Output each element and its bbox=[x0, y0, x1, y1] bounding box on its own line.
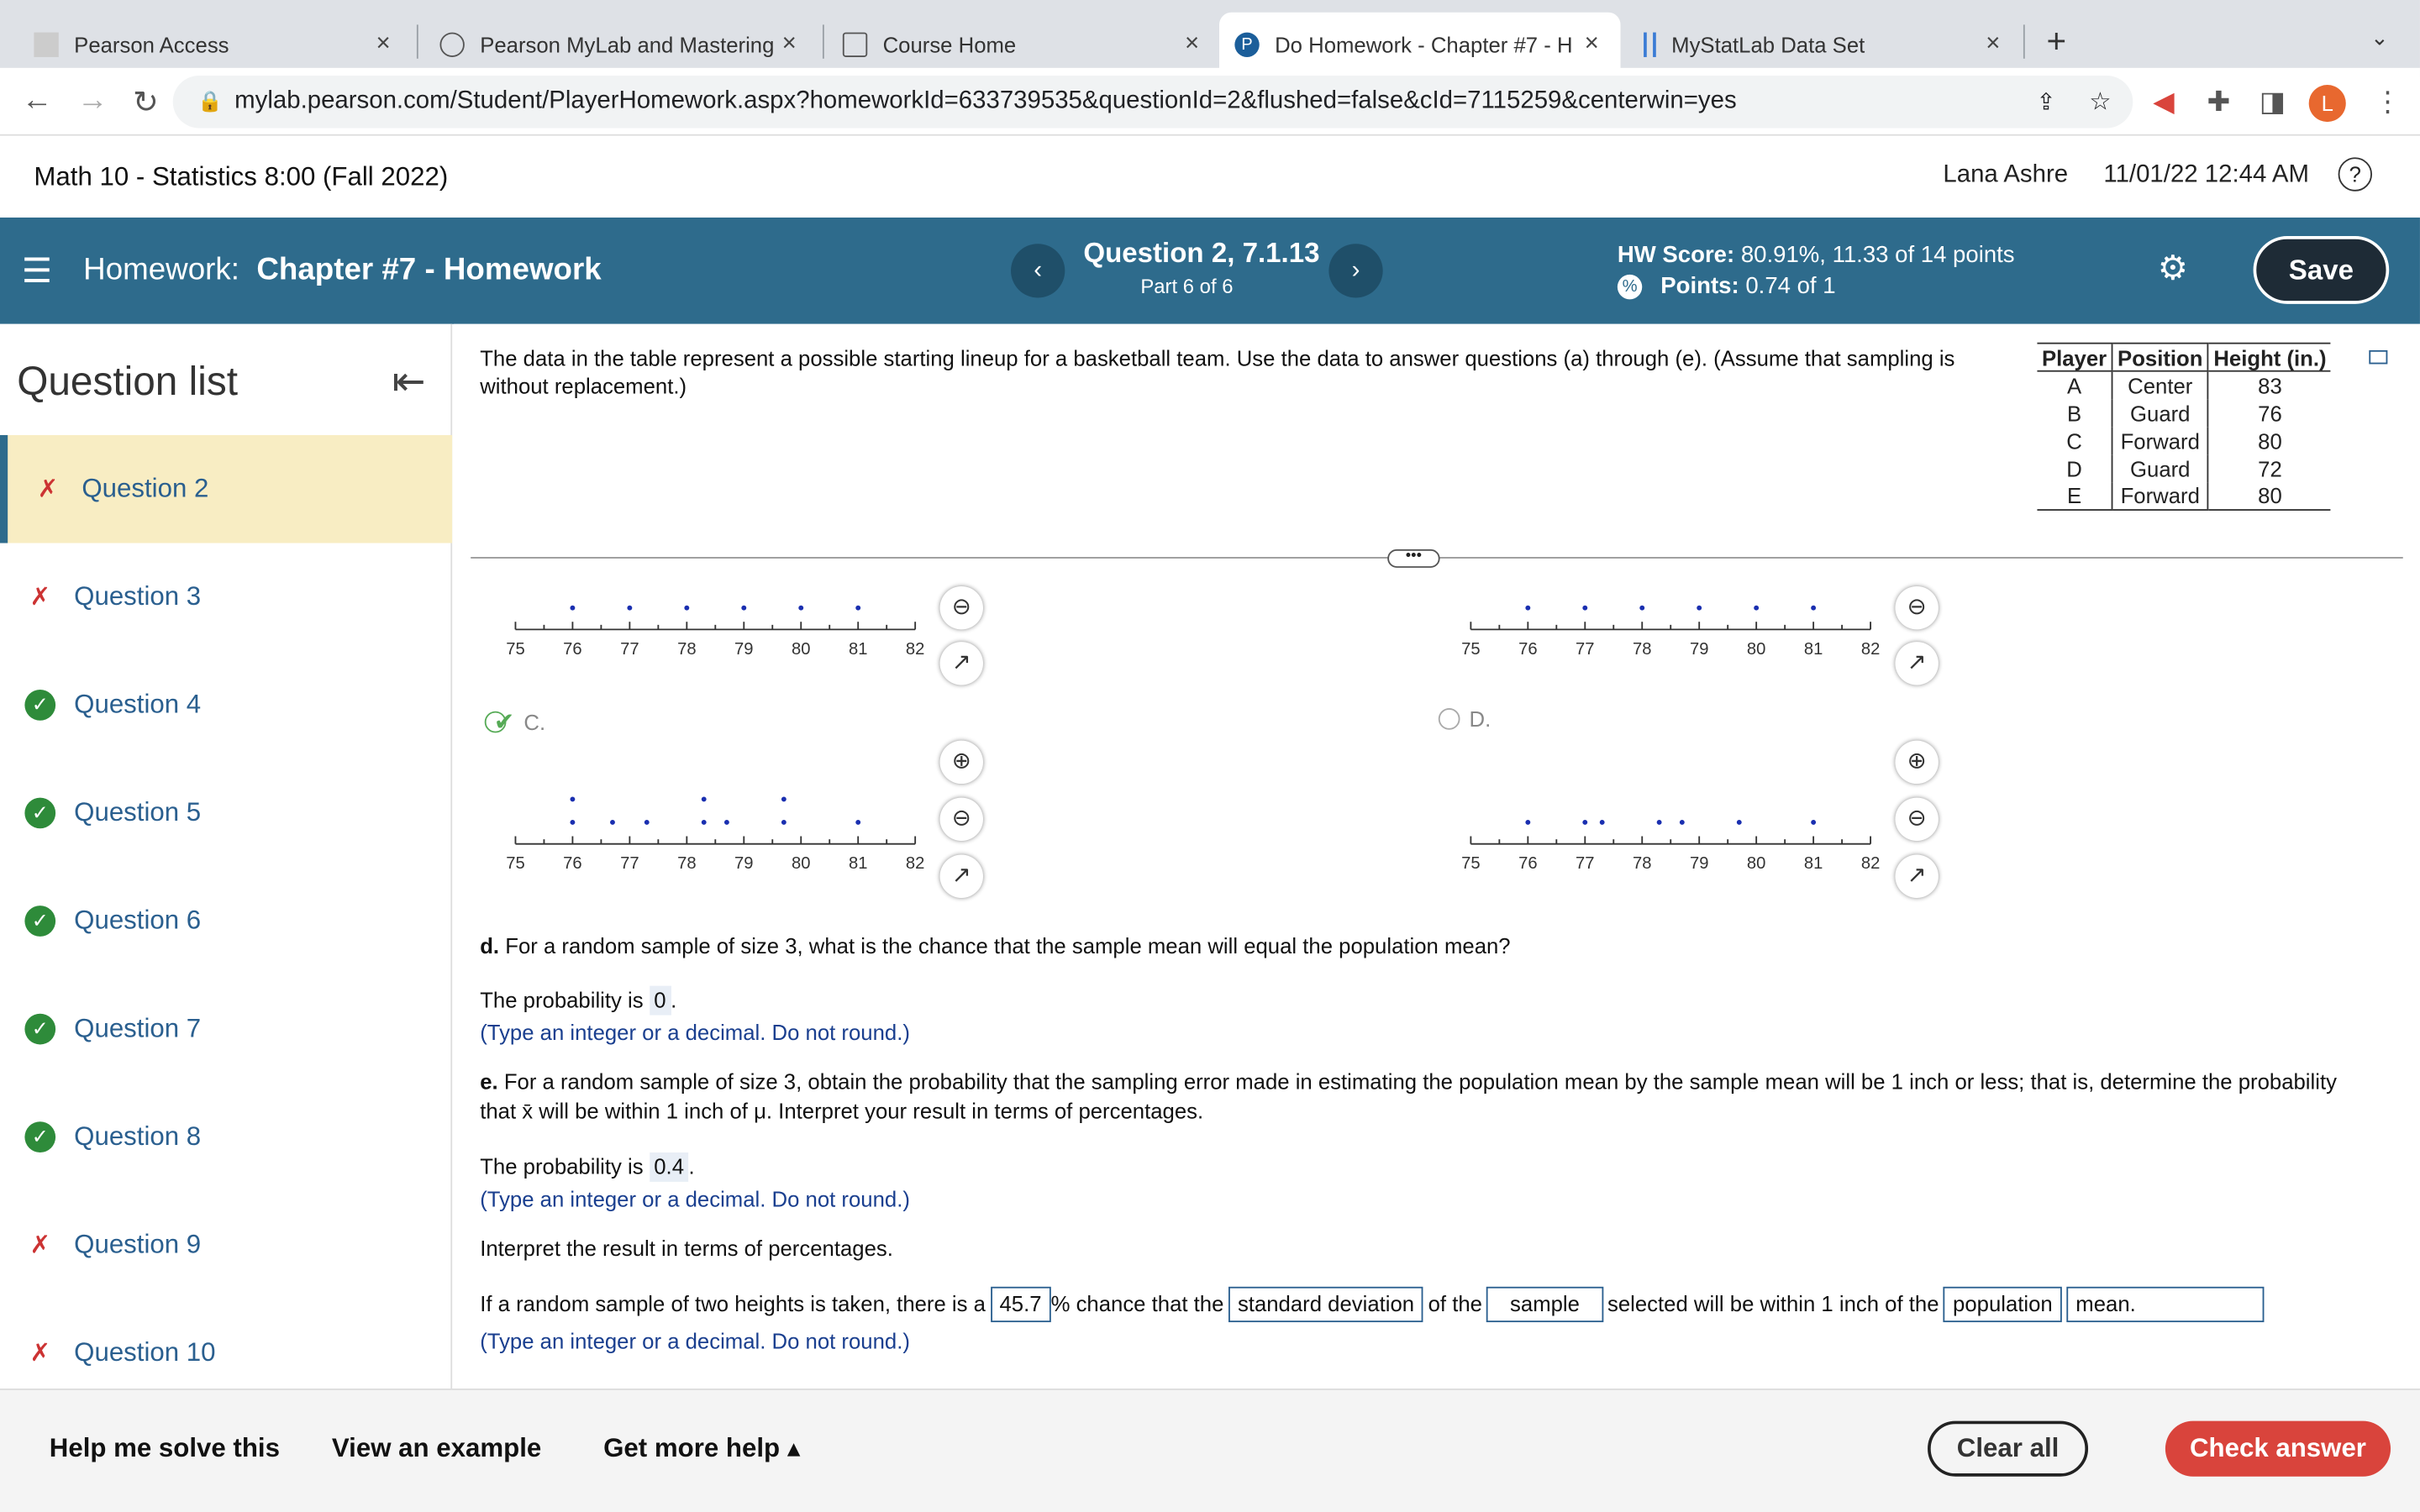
tick-label: 79 bbox=[1689, 639, 1709, 659]
table-row bbox=[2037, 399, 2331, 427]
option-d-radio[interactable]: D. bbox=[1439, 706, 1491, 731]
data-point bbox=[1754, 606, 1759, 611]
tick-label: 76 bbox=[1518, 854, 1538, 874]
close-icon[interactable]: × bbox=[781, 30, 797, 57]
data-point bbox=[781, 820, 786, 825]
zoom-out-icon[interactable]: ⊖ bbox=[940, 586, 983, 629]
data-point bbox=[1737, 820, 1742, 825]
dotplot-option-b bbox=[500, 586, 948, 679]
data-point bbox=[702, 796, 707, 801]
table-row bbox=[2037, 482, 2331, 510]
tab-title: MyStatLab Data Set bbox=[1671, 32, 1865, 57]
book-icon bbox=[843, 33, 867, 57]
table-cell: D bbox=[2066, 455, 2082, 481]
data-point bbox=[1639, 606, 1644, 611]
correct-check-icon: ✓ bbox=[24, 906, 57, 937]
tick-label: 81 bbox=[848, 639, 868, 659]
data-point bbox=[1525, 820, 1530, 825]
tick-label: 78 bbox=[677, 639, 697, 659]
data-point bbox=[855, 820, 860, 825]
correct-check-icon: ✓ bbox=[24, 690, 57, 721]
menu-icon[interactable]: ☰ bbox=[21, 251, 52, 291]
homework-title: Homework: Chapter #7 - Homework bbox=[83, 253, 602, 287]
tick-label: 78 bbox=[1633, 854, 1652, 874]
part-d-hint: (Type an integer or a decimal. Do not round.) bbox=[480, 1020, 910, 1045]
sidebar-item-question[interactable] bbox=[0, 759, 452, 868]
population-select[interactable]: population bbox=[1944, 1287, 2062, 1322]
tick-label: 80 bbox=[792, 639, 811, 659]
tick-label: 82 bbox=[905, 854, 925, 874]
tab-title: Pearson Access bbox=[74, 32, 229, 57]
sidebar-item-label: Question 9 bbox=[74, 1229, 202, 1259]
data-point bbox=[1582, 820, 1587, 825]
data-point bbox=[1697, 606, 1702, 611]
partial-credit-icon: ✗ bbox=[29, 585, 51, 612]
dotplot-option-b2 bbox=[1455, 586, 1903, 679]
data-point bbox=[702, 820, 707, 825]
back-arrow-icon[interactable]: ← bbox=[21, 83, 53, 118]
puzzle-icon[interactable]: ✚ bbox=[2207, 86, 2231, 118]
sidebar-item-question[interactable] bbox=[0, 867, 452, 975]
data-point bbox=[644, 820, 650, 825]
zoom-out-icon[interactable]: ⊖ bbox=[1895, 798, 1938, 841]
tick-label: 78 bbox=[1633, 639, 1652, 659]
table-cell: 76 bbox=[2208, 399, 2331, 427]
question-title: Question 2, 7.1.13 bbox=[1083, 237, 1320, 269]
resize-handle[interactable]: ••• bbox=[1387, 549, 1439, 568]
course-title: Math 10 - Statistics 8:00 (Fall 2022) bbox=[34, 161, 449, 192]
partial-credit-icon: ✗ bbox=[29, 1341, 51, 1368]
table-header: Player bbox=[2037, 344, 2112, 371]
table-header: Position bbox=[2112, 344, 2208, 371]
tick-label: 76 bbox=[1518, 639, 1538, 659]
data-point bbox=[741, 606, 746, 611]
table-header: Height (in.) bbox=[2208, 344, 2331, 371]
sidebar-item-label: Question 7 bbox=[74, 1013, 202, 1043]
data-point bbox=[570, 820, 575, 825]
data-point bbox=[855, 606, 860, 611]
chevron-down-icon[interactable]: ⌄ bbox=[2370, 24, 2389, 50]
data-point bbox=[1811, 820, 1816, 825]
correct-check-icon: ✓ bbox=[24, 1121, 57, 1152]
data-point bbox=[1680, 820, 1685, 825]
sidebar-item-label: Question 5 bbox=[74, 797, 202, 827]
question-list-panel bbox=[0, 324, 452, 1389]
part-e-hint-2: (Type an integer or a decimal. Do not round.) bbox=[480, 1328, 910, 1353]
zoom-out-icon[interactable]: ⊖ bbox=[940, 798, 983, 841]
data-point bbox=[1600, 820, 1605, 825]
avatar[interactable]: L bbox=[2309, 85, 2346, 122]
sidebar-item-question[interactable] bbox=[0, 651, 452, 759]
table-cell: Forward bbox=[2112, 482, 2208, 510]
external-link-icon[interactable]: ↗ bbox=[940, 642, 983, 685]
table-cell: Guard bbox=[2112, 454, 2208, 482]
problem-intro: The data in the table represent a possible starting lineup for a basketball team. Use the data to answer questions (a) through (e). (Assume that sampling is without replacement.) bbox=[480, 345, 1955, 398]
tick-label: 76 bbox=[563, 854, 582, 874]
sidebar-item-label: Question 6 bbox=[74, 906, 202, 936]
external-link-icon[interactable]: ↗ bbox=[1895, 642, 1938, 685]
part-d-answer[interactable]: 0 bbox=[650, 986, 671, 1016]
question-list-heading: Question list bbox=[17, 358, 238, 405]
more-vert-icon[interactable]: ⋮ bbox=[2373, 86, 2402, 118]
partial-credit-icon: ✗ bbox=[37, 476, 59, 503]
share-icon[interactable]: ⇪ bbox=[2036, 89, 2056, 116]
check-answer-button[interactable]: Check answer bbox=[2165, 1421, 2391, 1477]
sidebar-item-label: Question 4 bbox=[74, 690, 202, 719]
data-point bbox=[1582, 606, 1587, 611]
sidebar-item-question[interactable] bbox=[0, 543, 452, 652]
table-cell: A bbox=[2066, 373, 2082, 398]
external-link-icon[interactable]: ↗ bbox=[1895, 855, 1938, 898]
table-row bbox=[2037, 454, 2331, 482]
table-cell: 72 bbox=[2208, 454, 2331, 482]
close-icon[interactable]: × bbox=[1584, 30, 1599, 57]
url-text: mylab.pearson.com/Student/PlayerHomework.aspx?homeworkId=633739535&questionId=2&flushed=false&cId=7115259&centerwin=yes bbox=[234, 87, 1737, 114]
tick-label: 77 bbox=[620, 639, 639, 659]
sample-select[interactable]: sample bbox=[1486, 1287, 1602, 1322]
data-point bbox=[570, 606, 575, 611]
footer-bar bbox=[0, 1389, 2420, 1512]
radio-icon bbox=[1439, 708, 1460, 730]
close-icon[interactable]: × bbox=[376, 30, 391, 57]
zoom-out-icon[interactable]: ⊖ bbox=[1895, 586, 1938, 629]
part-e-question: e. For a random sample of size 3, obtain the probability that the sampling error made in estimating the population mean by the sample mean will be 1 inch or less; that is, determine the probability that x̄ will be within 1 inch of μ. Interpret your result in terms of percentages. bbox=[480, 1068, 2337, 1124]
sidebar-item-question[interactable] bbox=[0, 435, 452, 543]
view-example-button[interactable]: View an example bbox=[331, 1433, 542, 1463]
table-cell: 80 bbox=[2208, 427, 2331, 454]
megaphone-icon[interactable]: ◀ bbox=[2153, 86, 2175, 118]
prev-question-button[interactable]: ‹ bbox=[1011, 244, 1065, 297]
tick-label: 77 bbox=[1576, 854, 1595, 874]
help-icon[interactable]: ? bbox=[2338, 157, 2372, 191]
tick-label: 81 bbox=[1803, 639, 1823, 659]
sidebar-item-label: Question 2 bbox=[82, 473, 209, 503]
data-point bbox=[627, 606, 632, 611]
url-field[interactable] bbox=[173, 76, 2133, 128]
hw-score: HW Score: 80.91%, 11.33 of 14 points bbox=[1617, 242, 2015, 269]
percent-input[interactable]: 45.7 bbox=[990, 1287, 1050, 1322]
collapse-panel-icon[interactable]: ⇤ bbox=[392, 358, 426, 405]
dotplot-option-d bbox=[1455, 787, 1903, 887]
close-icon[interactable]: × bbox=[1184, 30, 1200, 57]
globe-icon bbox=[439, 33, 464, 57]
sidebar-item-question[interactable] bbox=[0, 1083, 452, 1191]
tick-label: 82 bbox=[1860, 639, 1881, 659]
table-row bbox=[2037, 427, 2331, 454]
sidebar-item-label: Question 10 bbox=[74, 1337, 216, 1368]
table-cell: 80 bbox=[2208, 482, 2331, 510]
tick-label: 82 bbox=[905, 639, 925, 659]
zoom-in-icon[interactable]: ⊕ bbox=[940, 741, 983, 784]
question-content bbox=[454, 324, 2420, 1389]
reload-icon[interactable]: ↻ bbox=[132, 86, 159, 121]
data-point bbox=[610, 820, 615, 825]
course-header bbox=[0, 137, 2420, 218]
pearson-favicon-icon bbox=[34, 33, 58, 57]
bars-icon bbox=[1644, 33, 1656, 57]
tab-title: Do Homework - Chapter #7 - H bbox=[1275, 32, 1573, 57]
partial-credit-icon: % bbox=[1618, 274, 1642, 298]
lock-icon: 🔒 bbox=[197, 89, 223, 113]
zoom-in-icon[interactable]: ⊕ bbox=[1895, 741, 1938, 784]
close-icon[interactable]: × bbox=[1986, 30, 2001, 57]
expand-table-icon[interactable] bbox=[2369, 350, 2387, 365]
tick-label: 80 bbox=[1746, 854, 1766, 874]
sidebar-item-question[interactable] bbox=[0, 1191, 452, 1299]
dotplot-option-c bbox=[500, 787, 948, 887]
interpret-sentence: If a random sample of two heights is taken, there is a 45.7 % chance that the standard deviation of the sample selected will be within 1 inch of the population mean. bbox=[480, 1287, 2269, 1322]
browser-tab-bar bbox=[0, 0, 2420, 77]
tick-label: 78 bbox=[677, 854, 697, 874]
tick-label: 79 bbox=[734, 639, 754, 659]
tick-label: 79 bbox=[1689, 854, 1709, 874]
tick-label: 80 bbox=[792, 854, 811, 874]
data-point bbox=[724, 820, 729, 825]
data-point bbox=[570, 796, 575, 801]
sidebar-item-label: Question 8 bbox=[74, 1121, 202, 1152]
user-name: Lana Ashre bbox=[1943, 161, 2069, 189]
statistic-select[interactable]: standard deviation bbox=[1228, 1287, 1423, 1322]
tab-title: Course Home bbox=[882, 32, 1017, 57]
data-point bbox=[1525, 606, 1530, 611]
tick-label: 81 bbox=[1803, 854, 1823, 874]
forward-arrow-icon[interactable]: → bbox=[76, 83, 108, 118]
correct-check-icon: ✓ bbox=[24, 1014, 57, 1045]
tick-label: 81 bbox=[848, 854, 868, 874]
partial-credit-icon: ✗ bbox=[29, 1232, 51, 1259]
tick-label: 79 bbox=[734, 854, 754, 874]
data-point bbox=[1811, 606, 1816, 611]
gear-icon[interactable]: ⚙ bbox=[2157, 248, 2188, 287]
tick-label: 75 bbox=[1461, 854, 1481, 874]
data-table bbox=[2037, 343, 2331, 511]
homework-bar bbox=[0, 218, 2420, 324]
pearson-p-icon: P bbox=[1234, 33, 1259, 57]
clear-all-button[interactable]: Clear all bbox=[1928, 1421, 2088, 1477]
sidepanel-icon[interactable]: ◨ bbox=[2259, 86, 2286, 118]
tick-label: 80 bbox=[1746, 639, 1766, 659]
points: % Points: 0.74 of 1 bbox=[1618, 273, 1836, 299]
table-cell: Guard bbox=[2112, 399, 2208, 427]
parameter-select[interactable]: mean. bbox=[2066, 1287, 2264, 1322]
save-button[interactable]: Save bbox=[2254, 236, 2390, 304]
option-c-radio[interactable]: ✔ C. bbox=[485, 706, 545, 738]
new-tab-button[interactable]: + bbox=[2046, 21, 2067, 60]
part-e-answer[interactable]: 0.4 bbox=[650, 1152, 689, 1182]
sidebar-item-label: Question 3 bbox=[74, 581, 202, 612]
table-cell: Forward bbox=[2112, 427, 2208, 454]
tick-label: 75 bbox=[1461, 639, 1481, 659]
address-bar bbox=[0, 68, 2420, 136]
tick-label: 77 bbox=[1576, 639, 1595, 659]
data-point bbox=[798, 606, 803, 611]
datetime: 11/01/22 12:44 AM bbox=[2103, 161, 2309, 189]
tick-label: 75 bbox=[506, 639, 525, 659]
tick-label: 75 bbox=[506, 854, 525, 874]
table-cell: E bbox=[2037, 482, 2112, 510]
part-d-question: d. For a random sample of size 3, what is the chance that the sample mean will equal the population mean? bbox=[480, 933, 1511, 958]
part-d-answer-line: The probability is 0 . bbox=[480, 986, 676, 1016]
data-point bbox=[684, 606, 689, 611]
sidebar-item-question[interactable] bbox=[0, 975, 452, 1084]
help-me-solve-button[interactable]: Help me solve this bbox=[49, 1433, 280, 1463]
tick-label: 77 bbox=[620, 854, 639, 874]
part-e-hint: (Type an integer or a decimal. Do not round.) bbox=[480, 1186, 910, 1211]
table-cell: Center bbox=[2112, 371, 2208, 399]
table-cell: 83 bbox=[2208, 371, 2331, 399]
data-point bbox=[1657, 820, 1662, 825]
next-question-button[interactable]: › bbox=[1328, 244, 1382, 297]
data-point bbox=[781, 796, 786, 801]
correct-check-icon: ✓ bbox=[24, 798, 57, 829]
part-e-answer-line: The probability is 0.4 . bbox=[480, 1152, 694, 1182]
tab-title: Pearson MyLab and Mastering bbox=[480, 32, 775, 57]
question-part: Part 6 of 6 bbox=[1140, 274, 1234, 298]
interpret-label: Interpret the result in terms of percentages. bbox=[480, 1236, 893, 1261]
external-link-icon[interactable]: ↗ bbox=[940, 855, 983, 898]
tick-label: 76 bbox=[563, 639, 582, 659]
get-more-help-button[interactable]: Get more help ▴ bbox=[603, 1433, 801, 1463]
table-cell: B bbox=[2066, 400, 2082, 426]
table-row bbox=[2037, 371, 2331, 399]
tick-label: 82 bbox=[1860, 854, 1881, 874]
table-cell: C bbox=[2066, 428, 2082, 454]
star-icon[interactable]: ☆ bbox=[2089, 89, 2112, 116]
